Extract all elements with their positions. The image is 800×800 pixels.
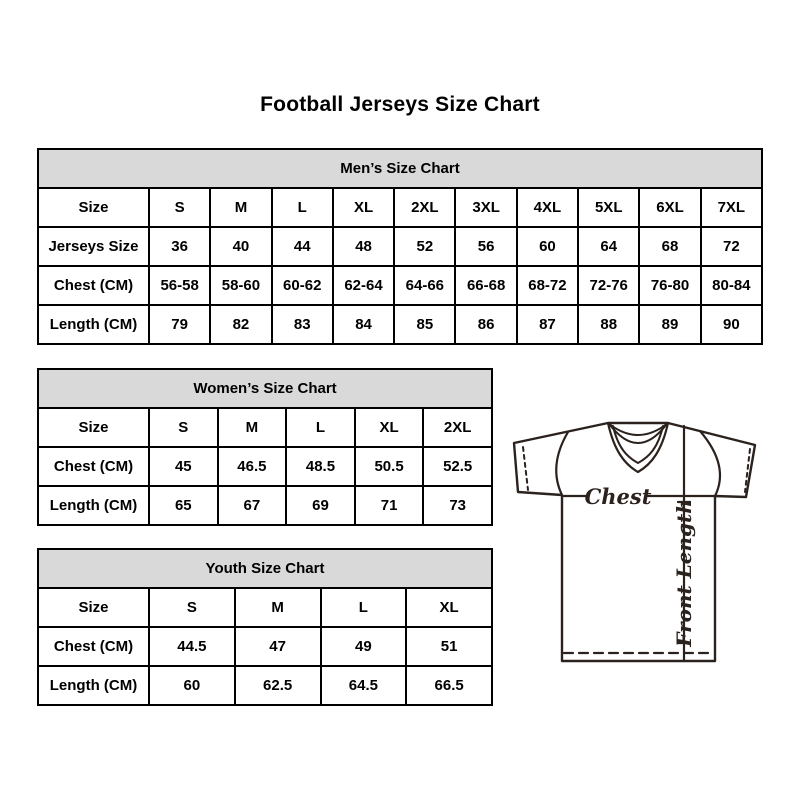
row-label-cell: Size xyxy=(38,588,149,627)
table-header-row xyxy=(38,549,492,588)
table-row xyxy=(38,588,492,627)
table-cell: 52.5 xyxy=(423,447,492,486)
table-row xyxy=(38,227,762,266)
table-cell: 86 xyxy=(455,305,516,344)
mens-table-title: Men’s Size Chart xyxy=(38,149,762,188)
row-label-cell: Length (CM) xyxy=(38,305,149,344)
table-header-row xyxy=(38,149,762,188)
table-cell: 47 xyxy=(235,627,321,666)
table-cell: L xyxy=(272,188,333,227)
table-cell: 56-58 xyxy=(149,266,210,305)
table-cell: 60 xyxy=(149,666,235,705)
table-cell: 4XL xyxy=(517,188,578,227)
row-label-cell: Size xyxy=(38,188,149,227)
table-cell: 66.5 xyxy=(406,666,492,705)
table-cell: 36 xyxy=(149,227,210,266)
table-cell: M xyxy=(218,408,287,447)
table-cell: 82 xyxy=(210,305,271,344)
table-cell: 68-72 xyxy=(517,266,578,305)
table-row xyxy=(38,666,492,705)
table-cell: 58-60 xyxy=(210,266,271,305)
table-cell: 71 xyxy=(355,486,424,525)
jersey-measurement-diagram xyxy=(500,408,780,673)
table-cell: XL xyxy=(333,188,394,227)
row-label-cell: Jerseys Size xyxy=(38,227,149,266)
table-cell: 2XL xyxy=(394,188,455,227)
table-cell: 80-84 xyxy=(701,266,762,305)
table-row xyxy=(38,486,492,525)
table-cell: 64.5 xyxy=(321,666,407,705)
womens-size-table xyxy=(37,368,493,526)
table-cell: 50.5 xyxy=(355,447,424,486)
table-cell: 6XL xyxy=(639,188,700,227)
table-cell: 64-66 xyxy=(394,266,455,305)
row-label-cell: Length (CM) xyxy=(38,666,149,705)
row-label-cell: Chest (CM) xyxy=(38,266,149,305)
table-cell: 64 xyxy=(578,227,639,266)
table-cell: 79 xyxy=(149,305,210,344)
page-title: Football Jerseys Size Chart xyxy=(260,93,540,116)
vneck-outer xyxy=(608,423,668,472)
table-cell: 88 xyxy=(578,305,639,344)
table-cell: 49 xyxy=(321,627,407,666)
table-cell: 87 xyxy=(517,305,578,344)
table-cell: 76-80 xyxy=(639,266,700,305)
table-cell: 2XL xyxy=(423,408,492,447)
row-label-cell: Chest (CM) xyxy=(38,627,149,666)
table-cell: S xyxy=(149,588,235,627)
table-cell: 44.5 xyxy=(149,627,235,666)
table-cell: S xyxy=(149,408,218,447)
table-cell: 84 xyxy=(333,305,394,344)
table-cell: 83 xyxy=(272,305,333,344)
table-cell: 69 xyxy=(286,486,355,525)
table-cell: 60 xyxy=(517,227,578,266)
table-cell: 3XL xyxy=(455,188,516,227)
table-cell: 40 xyxy=(210,227,271,266)
row-label-cell: Size xyxy=(38,408,149,447)
table-row xyxy=(38,188,762,227)
table-row xyxy=(38,447,492,486)
table-cell: 44 xyxy=(272,227,333,266)
table-cell: 45 xyxy=(149,447,218,486)
table-cell: 56 xyxy=(455,227,516,266)
table-cell: 48 xyxy=(333,227,394,266)
cuff-dashed-line-left xyxy=(523,447,528,490)
table-cell: 52 xyxy=(394,227,455,266)
table-cell: 48.5 xyxy=(286,447,355,486)
table-cell: 66-68 xyxy=(455,266,516,305)
table-row xyxy=(38,627,492,666)
jersey-outline xyxy=(514,423,755,661)
table-cell: 5XL xyxy=(578,188,639,227)
table-cell: 67 xyxy=(218,486,287,525)
table-header-row xyxy=(38,369,492,408)
table-cell: 72-76 xyxy=(578,266,639,305)
table-cell: M xyxy=(210,188,271,227)
table-cell: 60-62 xyxy=(272,266,333,305)
table-cell: 68 xyxy=(639,227,700,266)
table-cell: 73 xyxy=(423,486,492,525)
table-cell: 65 xyxy=(149,486,218,525)
row-label-cell: Chest (CM) xyxy=(38,447,149,486)
table-row xyxy=(38,266,762,305)
table-cell: 46.5 xyxy=(218,447,287,486)
row-label-cell: Length (CM) xyxy=(38,486,149,525)
armhole-seam-left xyxy=(556,432,568,495)
table-row xyxy=(38,305,762,344)
table-cell: 51 xyxy=(406,627,492,666)
table-cell: S xyxy=(149,188,210,227)
table-cell: 7XL xyxy=(701,188,762,227)
mens-size-table xyxy=(37,148,763,345)
table-cell: L xyxy=(286,408,355,447)
table-cell: 72 xyxy=(701,227,762,266)
youth-size-table xyxy=(37,548,493,706)
front-length-label: Front Length xyxy=(672,499,696,647)
table-row xyxy=(38,408,492,447)
table-cell: 85 xyxy=(394,305,455,344)
table-cell: 89 xyxy=(639,305,700,344)
jersey-illustration xyxy=(500,408,780,673)
womens-table-title: Women’s Size Chart xyxy=(38,369,492,408)
table-cell: XL xyxy=(406,588,492,627)
table-cell: 62.5 xyxy=(235,666,321,705)
table-cell: L xyxy=(321,588,407,627)
table-cell: XL xyxy=(355,408,424,447)
youth-table-title: Youth Size Chart xyxy=(38,549,492,588)
table-cell: M xyxy=(235,588,321,627)
chest-label: Chest xyxy=(584,484,652,509)
table-cell: 62-64 xyxy=(333,266,394,305)
armhole-seam-right xyxy=(700,431,720,496)
table-cell: 90 xyxy=(701,305,762,344)
